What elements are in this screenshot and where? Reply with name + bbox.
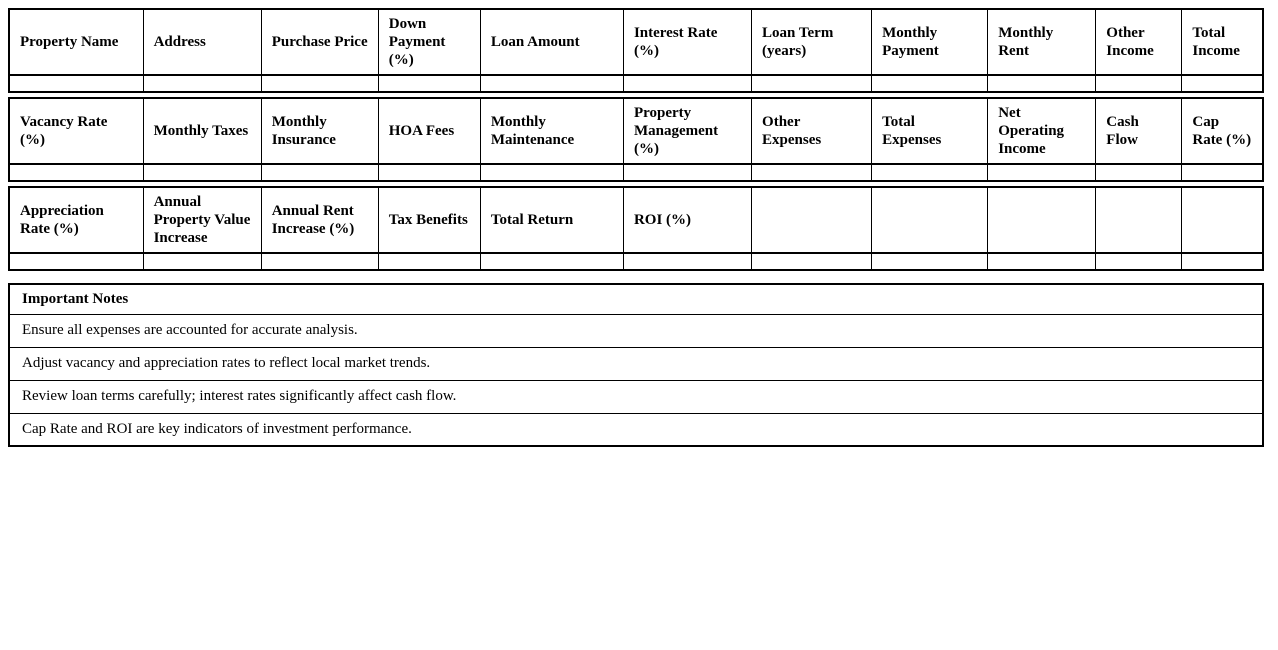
header-appreciation-rate: Appreciation Rate (%) xyxy=(9,187,143,253)
empty-data-cell xyxy=(1096,164,1182,181)
header-purchase-price: Purchase Price xyxy=(261,9,378,75)
header-spacer xyxy=(872,187,988,253)
empty-data-cell xyxy=(1182,253,1263,270)
empty-data-cell xyxy=(872,253,988,270)
empty-data-cell xyxy=(261,164,378,181)
header-net-operating-income: Net Operating Income xyxy=(988,98,1096,164)
empty-data-cell xyxy=(143,253,261,270)
header-loan-term: Loan Term (years) xyxy=(752,9,872,75)
empty-data-row xyxy=(9,253,1263,270)
empty-data-cell xyxy=(378,75,480,92)
empty-data-cell xyxy=(1182,75,1263,92)
note-row xyxy=(9,347,1263,380)
empty-data-cell xyxy=(872,75,988,92)
empty-data-cell xyxy=(623,75,751,92)
header-roi: ROI (%) xyxy=(623,187,751,253)
note-text: Review loan terms carefully; interest rates significantly affect cash flow. xyxy=(9,380,1263,413)
header-tax-benefits: Tax Benefits xyxy=(378,187,480,253)
empty-data-cell xyxy=(988,253,1096,270)
header-annual-rent-increase: Annual Rent Increase (%) xyxy=(261,187,378,253)
empty-data-row xyxy=(9,164,1263,181)
empty-data-cell xyxy=(261,253,378,270)
header-property-name: Property Name xyxy=(9,9,143,75)
table-expenses-operating xyxy=(8,97,1264,182)
notes-table xyxy=(8,283,1264,447)
header-vacancy-rate: Vacancy Rate (%) xyxy=(9,98,143,164)
table-financing-income xyxy=(8,8,1264,93)
header-other-income: Other Income xyxy=(1096,9,1182,75)
header-annual-property-value-increase: Annual Property Value Increase xyxy=(143,187,261,253)
header-cash-flow: Cash Flow xyxy=(1096,98,1182,164)
empty-data-cell xyxy=(143,75,261,92)
empty-data-cell xyxy=(480,164,623,181)
header-row-financing-income xyxy=(9,9,1263,75)
notes-title-row xyxy=(9,284,1263,314)
table-appreciation-returns xyxy=(8,186,1264,271)
header-monthly-maintenance: Monthly Maintenance xyxy=(480,98,623,164)
empty-data-cell xyxy=(480,75,623,92)
header-total-expenses: Total Expenses xyxy=(872,98,988,164)
header-monthly-rent: Monthly Rent xyxy=(988,9,1096,75)
empty-data-cell xyxy=(1096,75,1182,92)
empty-data-row xyxy=(9,75,1263,92)
empty-data-cell xyxy=(143,164,261,181)
empty-data-cell xyxy=(623,253,751,270)
header-cap-rate: Cap Rate (%) xyxy=(1182,98,1263,164)
note-row xyxy=(9,314,1263,347)
empty-data-cell xyxy=(9,75,143,92)
header-hoa-fees: HOA Fees xyxy=(378,98,480,164)
empty-data-cell xyxy=(988,164,1096,181)
header-spacer xyxy=(1096,187,1182,253)
header-spacer xyxy=(752,187,872,253)
empty-data-cell xyxy=(752,253,872,270)
header-spacer xyxy=(1182,187,1263,253)
header-row-expenses-operating xyxy=(9,98,1263,164)
empty-data-cell xyxy=(1096,253,1182,270)
empty-data-cell xyxy=(9,164,143,181)
header-property-management: Property Management (%) xyxy=(623,98,751,164)
empty-data-cell xyxy=(752,75,872,92)
empty-data-cell xyxy=(1182,164,1263,181)
empty-data-cell xyxy=(752,164,872,181)
empty-data-cell xyxy=(378,164,480,181)
header-monthly-taxes: Monthly Taxes xyxy=(143,98,261,164)
header-monthly-payment: Monthly Payment xyxy=(872,9,988,75)
header-down-payment: Down Payment (%) xyxy=(378,9,480,75)
header-other-expenses: Other Expenses xyxy=(752,98,872,164)
note-text: Cap Rate and ROI are key indicators of investment performance. xyxy=(9,413,1263,446)
header-loan-amount: Loan Amount xyxy=(480,9,623,75)
empty-data-cell xyxy=(988,75,1096,92)
empty-data-cell xyxy=(480,253,623,270)
empty-data-cell xyxy=(623,164,751,181)
header-monthly-insurance: Monthly Insurance xyxy=(261,98,378,164)
note-row xyxy=(9,380,1263,413)
header-spacer xyxy=(988,187,1096,253)
note-row xyxy=(9,413,1263,446)
note-text: Adjust vacancy and appreciation rates to reflect local market trends. xyxy=(9,347,1263,380)
note-text: Ensure all expenses are accounted for accurate analysis. xyxy=(9,314,1263,347)
header-row-appreciation-returns xyxy=(9,187,1263,253)
header-address: Address xyxy=(143,9,261,75)
empty-data-cell xyxy=(378,253,480,270)
notes-title: Important Notes xyxy=(9,284,1263,314)
empty-data-cell xyxy=(9,253,143,270)
header-total-income: Total Income xyxy=(1182,9,1263,75)
empty-data-cell xyxy=(872,164,988,181)
empty-data-cell xyxy=(261,75,378,92)
header-interest-rate: Interest Rate (%) xyxy=(623,9,751,75)
header-total-return: Total Return xyxy=(480,187,623,253)
